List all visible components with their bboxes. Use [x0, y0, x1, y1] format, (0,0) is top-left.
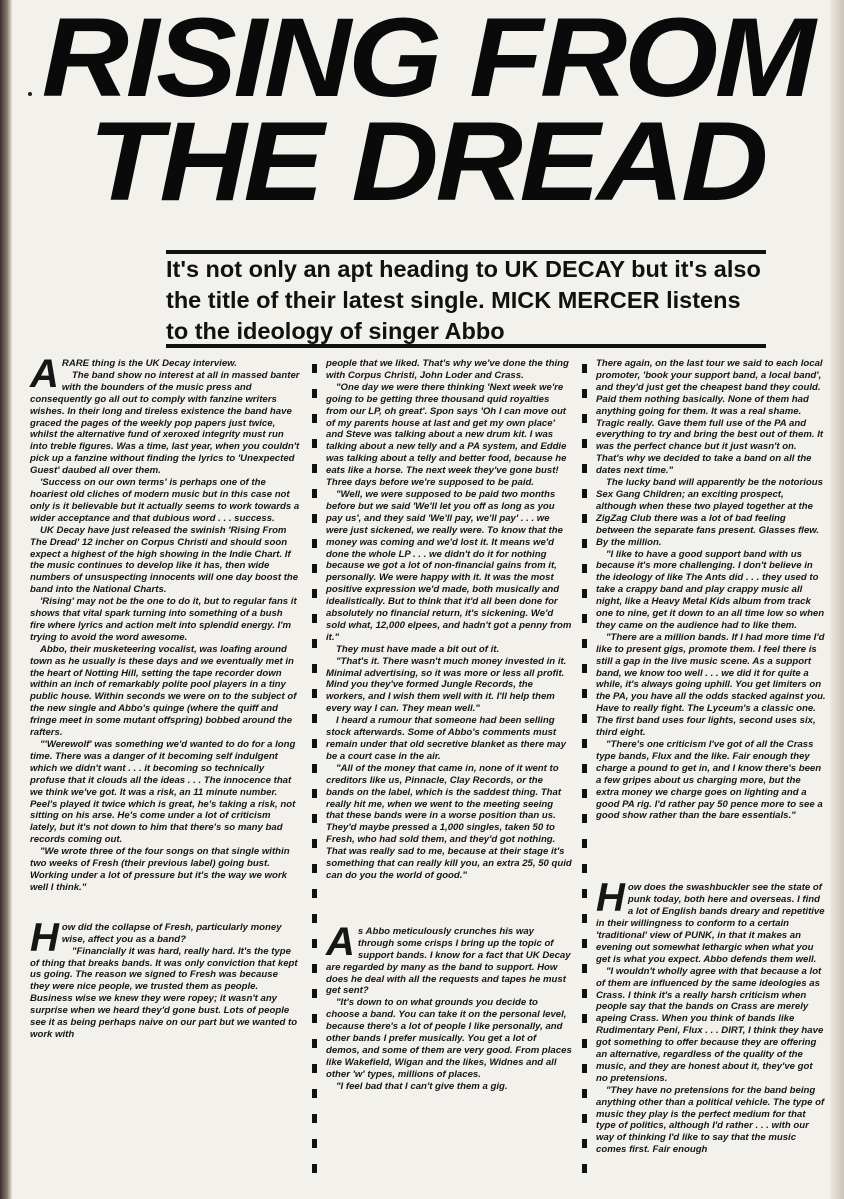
- drop-cap: H: [596, 876, 625, 921]
- drop-cap: H: [30, 915, 59, 960]
- bullet-mark: [582, 714, 587, 723]
- paragraph: "One day we were there thinking 'Next week we're going to be getting three thousand quid royalties from our LP, oh great'. Spon says 'Oh I can move out of my parents house at last and get my own place' and Steve was talking about a new drum kit. I was talking about a new telly and a PA system, and Eddie was talking about a telly and better food, because he eats like a horse. The next week they've gone bust! Three days before we're supposed to be paid.: [326, 381, 567, 489]
- bullet-mark: [312, 1014, 317, 1023]
- bullet-mark: [582, 739, 587, 748]
- paragraph: "They have no pretensions for the band being anything other than a political vehicle. The type of music they play is the perfect medium for that type of politics, although I'd rather . . . with our way of thinking I'd like to say that the music comes first. Fair enough: [596, 1084, 825, 1156]
- bullet-mark: [582, 364, 587, 373]
- paragraph: The band show no interest at all in massed banter with the bounders of the music press and consequently go all out to comply with fanzine writers wishes. In their long and tireless existence the band have graced the pages of the weekly pop papers just twice, whilst the alternative fund of xeroxed integrity must run into treble figures. Was a time, last year, when you couldn't pick up a fanzine without finding the lyrics to 'Unexpected Guest' daubed all over them.: [30, 369, 300, 477]
- standfirst-bottom-rule: [166, 344, 766, 348]
- bullet-mark: [582, 939, 587, 948]
- section-break: [596, 822, 826, 882]
- paragraph: "'Werewolf' was something we'd wanted to do for a long time. There was a danger of it becoming self indulgent which we didn't want . . . it becoming so technically profuse that it clouds all the ideas . . . The innocence that we think we've got. It was a risk, an 11 minute number. Peel's played it twice which is great, he's taking a risk, not sitting on his arse. He's come under a lot of criticism lately, but it's not down to him that there's so many bad records coming out.: [30, 739, 296, 846]
- bullet-mark: [312, 539, 317, 548]
- bullet-mark: [312, 889, 317, 898]
- paragraph: How does the swashbuckler see the state of punk today, both here and overseas. I find a lot of English bands dreary and repetitive in their willingness to conform to a certain 'traditional' view of PUNK, in that it makes an evening out somewhat lethargic when what you get is what you expect. Abbo defends them well.: [596, 876, 825, 965]
- paragraph: UK Decay have just released the swinish 'Rising From The Dread' 12 incher on Corpus Christi and should soon expect a highest of the high showing in the Indie Chart. If the music continues to develop like it has, then wide numbers of unsuspecting innocents will one day boost the band into the National Charts.: [30, 524, 299, 596]
- bullet-mark: [312, 564, 317, 573]
- paragraph: "Well, we were supposed to be paid two months before but we said 'We'll let you off as long as you pay us', and they said 'We'll pay, we'll pay' . . . we were just sickened, we really were. To know that the money was coming and we'd lost it. It means we'd done the whole LP . . . we didn't do it for nothing because we got a lot of non-financial gains from it, personally. We were happy with it. It was the most positive expression we'd made, both musically and idealistically. But to think that it'd all been done for absolutely no financial return, it's sickening. We'd sold what, 12,000 elpees, and hadn't got a penny from it.": [326, 488, 572, 643]
- bullet-mark: [312, 389, 317, 398]
- column-3: [596, 358, 826, 1156]
- bullet-mark: [582, 989, 587, 998]
- paragraph: "There are a million bands. If I had more time I'd like to present gigs, promote them. I feel there is still a gap in the live music scene. As a support band, we know too well . . . we did it for quite a while, it's always going uphill. You get limiters on the PA, you have all the odds stacked against you. Have to really fight. The Lyceum's a classic one. The first band uses four lights, second uses six, third eight.: [596, 631, 826, 739]
- section-break: [30, 894, 300, 922]
- bullet-mark: [582, 864, 587, 873]
- paragraph: "I like to have a good support band with us because it's more challenging. I don't believe in the ideology of like The Ants did . . . they used to take a crappy band and play crappy music all night, like a Heavy Metal Kids album from track one to nine, get it down to an all time low so when they came on the audience had to like them.: [596, 548, 825, 631]
- bullet-mark: [582, 914, 587, 923]
- column-2: [326, 358, 572, 1093]
- bullet-mark: [582, 789, 587, 798]
- bullet-mark: [312, 714, 317, 723]
- bullet-mark: [312, 789, 317, 798]
- column-divider-bullets: [582, 364, 587, 1189]
- bullet-mark: [582, 1064, 587, 1073]
- bullet-mark: [312, 689, 317, 698]
- bullet-mark: [312, 614, 317, 623]
- column-divider-bullets: [312, 364, 317, 1189]
- bullet-mark: [312, 464, 317, 473]
- bullet-mark: [582, 489, 587, 498]
- bullet-mark: [312, 514, 317, 523]
- paragraph: "All of the money that came in, none of it went to creditors like us, Pinnacle, Clay Records, or the bands on the label, which is the saddest thing. That really hit me, when we went to the meeting seeing that these bands were in a worse position than us. They'd maybe pressed a 1,000 singles, taken 50 to Fresh, who had sold them, and they'd got nothing. That was really sad to me, because at their stage it's something that can really kill you, an extra 25, 50 quid can do you the world of good.": [326, 762, 572, 881]
- paragraph: "It's down to on what grounds you decide to choose a band. You can take it on the personal level, because there's a lot of people I like personally, and other bands I prefer musically. You get a lot of demos, and some of them are very good. From places like Wakefield, Wigan and the likes, Widnes and all other 'w' types, millions of places.: [326, 997, 572, 1080]
- column-1: [30, 352, 300, 1041]
- bullet-mark: [312, 739, 317, 748]
- section-break: [326, 882, 572, 926]
- bullet-mark: [312, 489, 317, 498]
- bullet-mark: [582, 1039, 587, 1048]
- bullet-mark: [582, 539, 587, 548]
- bullet-mark: [312, 1064, 317, 1073]
- bullet-mark: [312, 1039, 317, 1048]
- bullet-mark: [312, 639, 317, 648]
- bullet-mark: [312, 939, 317, 948]
- bullet-mark: [582, 514, 587, 523]
- bullet-mark: [312, 814, 317, 823]
- paragraph: people that we liked. That's why we've done the thing with Corpus Christi, John Loder and Crass.: [326, 358, 569, 381]
- paragraph: How did the collapse of Fresh, particularly money wise, affect you as a band?: [30, 915, 282, 960]
- bullet-mark: [582, 414, 587, 423]
- bullet-mark: [312, 989, 317, 998]
- bullet-mark: [582, 589, 587, 598]
- bullet-mark: [312, 1114, 317, 1123]
- paragraph: "There's one criticism I've got of all the Crass type bands, Flux and the like. Fair enough they charge a pound to get in, and I know there's been a few gripes about us charging more, but the extra money we charge goes on lighting and a good PA rig. I'd rather pay 50 pence more to see a good show rather than the bare essentials.": [596, 739, 823, 822]
- paragraph: There again, on the last tour we said to each local promoter, 'book your support band, a local band', and they'd just get the cheapest band they could. Paid them nothing basically. None of them had anything going for them. It was a real shame. Tragic really. Gave them full use of the PA and everything to try and bring the best out of them. It was the perfect chance but it just wasn't on. That's why we decided to take a band on all the dates next time.": [596, 358, 824, 477]
- bullet-mark: [582, 1014, 587, 1023]
- bullet-mark: [582, 839, 587, 848]
- paragraph: 'Rising' may not be the one to do it, but to regular fans it shows that vital spark turning into something of a bush fire where lyrics and action melt into splendid energy. I'm trying to avoid the word awesome.: [30, 596, 297, 643]
- bullet-mark: [312, 864, 317, 873]
- paragraph: "That's it. There wasn't much money invested in it. Minimal advertising, so it was more or less all profit. Mind you they've formed Jungle Records, the workers, and I wish them well with it. I'll help them every way I can. They mean well.": [326, 655, 567, 715]
- bullet-mark: [312, 1164, 317, 1173]
- headline-line-2: THE DREAD: [88, 99, 766, 224]
- standfirst: It's not only an apt heading to UK DECAY but it's also the title of their latest single. MICK MERCER listens to the ideology of singer Abbo: [166, 256, 761, 344]
- bullet-mark: [312, 914, 317, 923]
- bullet-mark: [312, 764, 317, 773]
- paragraph: "Financially it was hard, really hard. It's the type of thing that breaks bands. It was only conviction that kept us going. The reason we signed to Fresh was because they were nice people, we trusted them as people. Business wise we knew they were ropey; it wasn't any surprise when we heard they'd gone bust. Lots of people see it as being perhaps naive on our part but we wanted to work with: [30, 945, 298, 1040]
- paragraph: ARARE thing is the UK Decay interview.: [30, 352, 237, 396]
- bullet-mark: [582, 639, 587, 648]
- bullet-mark: [582, 1139, 587, 1148]
- bullet-mark: [582, 464, 587, 473]
- bullet-mark: [312, 364, 317, 373]
- paragraph: The lucky band will apparently be the notorious Sex Gang Children; an exciting prospect, although when these two played together at the ZigZag Club there was a lot of bad feeling between the separate fans present. Glasses flew. By the million.: [596, 477, 823, 548]
- headline: [0, 0, 844, 224]
- bullet-mark: [582, 814, 587, 823]
- bullet-mark: [312, 1139, 317, 1148]
- paragraph: Abbo, their musketeering vocalist, was loafing around town as he usually is these days and we eventually met in the heart of Notting Hill, setting the tape recorder down within an inch of remarkably polite pool players in a tiny public house. Within seconds we were on to the subject of the new single and Abbo's quinge (where the quiff and fringe meet in some mutant offspring) bobbed around the rafters.: [30, 643, 297, 739]
- bullet-mark: [582, 439, 587, 448]
- bullet-mark: [582, 1114, 587, 1123]
- paragraph: "I feel bad that I can't give them a gig.: [336, 1080, 508, 1092]
- bullet-mark: [312, 664, 317, 673]
- paragraph: "I wouldn't wholly agree with that because a lot of them are influenced by the same ideologies as Crass. I think it's a really harsh criticism when people say that the bands on Crass are merely apeing Crass. When you think of bands like Rudimentary Peni, Flux . . . DIRT, I think they have got something to offer because they are offering an alternative, regardless of the quality of the music, and they are honest about it, they've got no pretensions.: [596, 965, 824, 1084]
- bullet-mark: [582, 964, 587, 973]
- bullet-mark: [582, 664, 587, 673]
- bullet-mark: [312, 964, 317, 973]
- paragraph: They must have made a bit out of it.: [336, 643, 500, 655]
- bullet-mark: [582, 689, 587, 698]
- bullet-mark: [312, 839, 317, 848]
- drop-cap: A: [326, 919, 355, 964]
- article-body: [30, 352, 826, 1188]
- paragraph: I heard a rumour that someone had been selling stock afterwards. Some of Abbo's comments must remain under that old secretive blanket as there may be a court case in the air.: [326, 715, 566, 762]
- bullet-mark: [312, 439, 317, 448]
- bullet-mark: [582, 564, 587, 573]
- drop-cap: A: [30, 352, 59, 396]
- paragraph: As Abbo meticulously crunches his way through some crisps I bring up the topic of support bands. I know for a fact that UK Decay are regarded by many as the band to support. How does he deal with all the requests and tapes he must get sent?: [326, 919, 571, 997]
- paragraph: "We wrote three of the four songs on that single within two weeks of Fresh (their previous label) going bust. Working under a lot of pressure but it's the way we work well I think.": [30, 846, 290, 893]
- paragraph: 'Success on our own terms' is perhaps one of the hoariest old cliches of modern music but in this case not only is it believable but it actually seems to work towards a wider acceptance and that dubious word . . . success.: [30, 477, 300, 524]
- bullet-mark: [582, 764, 587, 773]
- bullet-mark: [582, 889, 587, 898]
- bullet-mark: [582, 389, 587, 398]
- bullet-mark: [312, 589, 317, 598]
- bullet-mark: [582, 614, 587, 623]
- bullet-mark: [312, 1089, 317, 1098]
- bullet-mark: [582, 1164, 587, 1173]
- bullet-mark: [312, 414, 317, 423]
- headline-line-1: RISING FROM: [41, 0, 813, 120]
- bullet-mark: [582, 1089, 587, 1098]
